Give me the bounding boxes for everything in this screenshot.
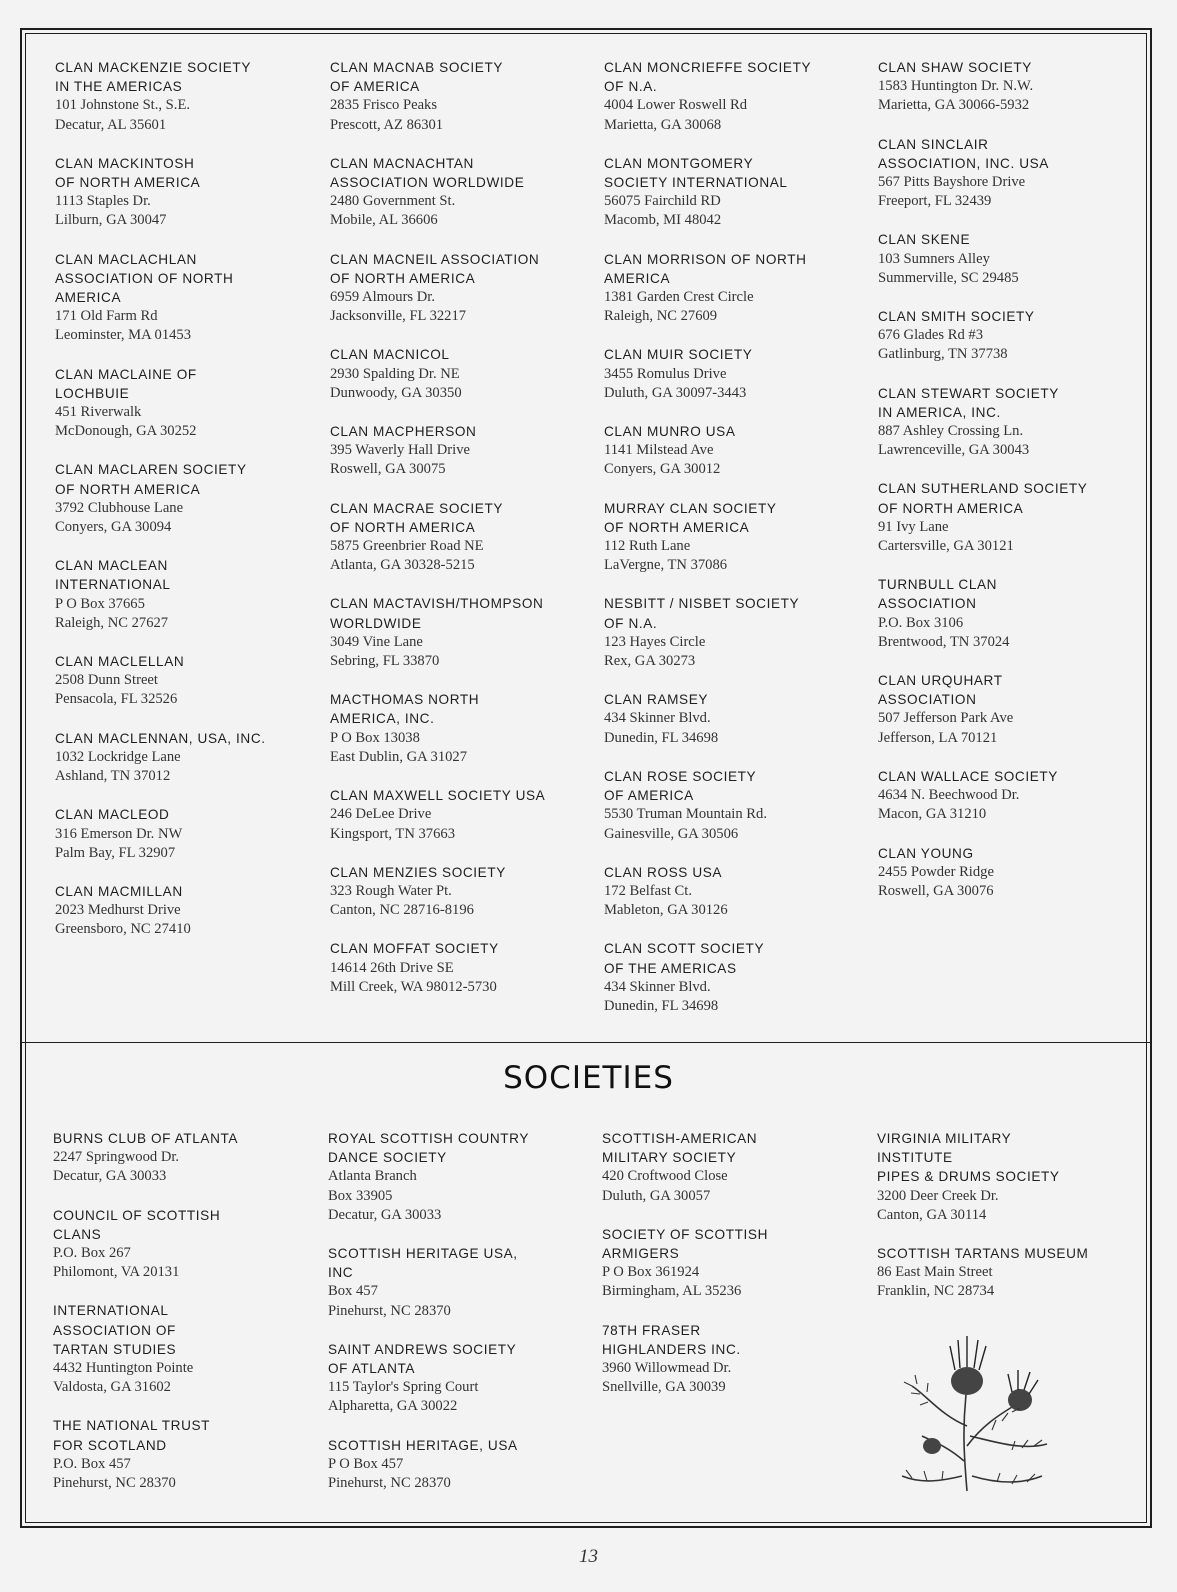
clan-column-1 — [55, 58, 320, 959]
organization-name: CLAN MORRISON OF NORTH — [604, 251, 807, 267]
directory-entry — [330, 250, 595, 327]
organization-name: CLAN MACLELLAN — [55, 654, 185, 670]
directory-entry — [604, 345, 869, 403]
address-line: Pinehurst, NC 28370 — [328, 1475, 451, 1492]
address-line: Duluth, GA 30057 — [602, 1187, 711, 1204]
organization-name: ROYAL SCOTTISH COUNTRY — [328, 1131, 530, 1146]
society-column-2 — [328, 1129, 593, 1512]
address-line: 1141 Milstead Ave — [604, 442, 714, 459]
organization-name: CLAN MACKENZIE SOCIETY — [55, 60, 251, 75]
directory-entry — [878, 230, 1143, 288]
address-line: P O Box 457 — [328, 1455, 404, 1472]
address-line: Brentwood, TN 37024 — [878, 633, 1010, 650]
directory-entry — [330, 939, 595, 997]
address-line: 887 Ashley Crossing Ln. — [878, 423, 1024, 440]
address-line: 5875 Greenbrier Road NE — [330, 538, 484, 555]
directory-entry — [877, 1129, 1142, 1225]
organization-name: ASSOCIATION — [878, 596, 977, 612]
address-line: Mill Creek, WA 98012-5730 — [330, 978, 497, 995]
organization-name: NESBITT / NISBET SOCIETY — [604, 596, 800, 612]
directory-entry — [604, 499, 869, 576]
organization-name: HIGHLANDERS INC. — [602, 1341, 741, 1357]
directory-entry — [604, 250, 869, 327]
address-line: P.O. Box 3106 — [878, 614, 964, 631]
address-line: 86 East Main Street — [877, 1264, 993, 1281]
organization-name: OF ATLANTA — [328, 1361, 416, 1377]
directory-entry — [604, 154, 869, 231]
organization-name: SCOTTISH HERITAGE USA, — [328, 1246, 518, 1262]
organization-name: CLAN MACTAVISH/THOMPSON — [330, 596, 544, 612]
address-line: 101 Johnstone St., S.E. — [55, 97, 191, 114]
address-line: Franklin, NC 28734 — [877, 1283, 995, 1300]
address-line: 112 Ruth Lane — [604, 538, 691, 555]
organization-name: WORLDWIDE — [330, 615, 422, 631]
address-line: 676 Glades Rd #3 — [878, 327, 983, 344]
address-line: Dunwoody, GA 30350 — [330, 384, 462, 401]
address-line: Ashland, TN 37012 — [55, 768, 171, 785]
address-line: P O Box 37665 — [55, 595, 145, 612]
address-line: 1113 Staples Dr. — [55, 193, 151, 210]
organization-name: ASSOCIATION OF — [53, 1322, 176, 1338]
thistle-icon — [872, 1326, 1072, 1496]
organization-name: INTERNATIONAL — [55, 577, 171, 593]
organization-name: CLAN SUTHERLAND SOCIETY — [878, 481, 1088, 497]
organization-name: FOR SCOTLAND — [53, 1437, 167, 1453]
address-line: Mobile, AL 36606 — [330, 212, 438, 229]
address-line: Roswell, GA 30076 — [878, 882, 994, 899]
address-line: Box 33905 — [328, 1187, 393, 1204]
address-line: 2247 Springwood Dr. — [53, 1149, 180, 1166]
address-line: Atlanta, GA 30328-5215 — [330, 557, 475, 574]
address-line: Macomb, MI 48042 — [604, 212, 722, 229]
directory-entry — [330, 786, 595, 844]
address-line: Dunedin, FL 34698 — [604, 997, 719, 1014]
organization-name: CLAN ROSS USA — [604, 864, 723, 880]
directory-entry — [328, 1436, 593, 1494]
address-line: McDonough, GA 30252 — [55, 423, 197, 440]
directory-entry — [328, 1244, 593, 1321]
organization-name: CLAN MENZIES SOCIETY — [330, 864, 506, 880]
address-line: Greensboro, NC 27410 — [55, 921, 191, 938]
directory-entry — [604, 863, 869, 921]
address-line: Dunedin, FL 34698 — [604, 729, 719, 746]
organization-name: AMERICA — [604, 270, 671, 286]
organization-name: CLAN MACPHERSON — [330, 424, 477, 440]
address-line: 507 Jefferson Park Ave — [878, 710, 1014, 727]
organization-name: PIPES & DRUMS SOCIETY — [877, 1169, 1060, 1185]
address-line: Leominster, MA 01453 — [55, 327, 192, 344]
address-line: 115 Taylor's Spring Court — [328, 1379, 479, 1396]
address-line: Marietta, GA 30068 — [604, 116, 722, 133]
organization-name: CLAN SKENE — [878, 232, 971, 248]
organization-name: CLANS — [53, 1226, 102, 1242]
directory-entry — [330, 594, 595, 671]
address-line: Roswell, GA 30075 — [330, 461, 446, 478]
directory-entry — [602, 1321, 867, 1398]
address-line: 323 Rough Water Pt. — [330, 882, 452, 899]
address-line: Freeport, FL 32439 — [878, 193, 992, 210]
organization-name: CLAN MAXWELL SOCIETY USA — [330, 788, 546, 804]
organization-name: MILITARY SOCIETY — [602, 1150, 737, 1166]
society-column-3 — [602, 1129, 867, 1416]
address-line: 5530 Truman Mountain Rd. — [604, 806, 767, 823]
address-line: P O Box 361924 — [602, 1264, 700, 1281]
organization-name: CLAN MACMILLAN — [55, 883, 183, 899]
directory-entry — [878, 844, 1143, 902]
clan-column-3 — [604, 58, 869, 1035]
organization-name: TURNBULL CLAN — [878, 577, 998, 593]
organization-name: ASSOCIATION — [878, 692, 977, 708]
directory-entry — [328, 1340, 593, 1417]
organization-name: AMERICA — [55, 290, 122, 306]
organization-name: LOCHBUIE — [55, 385, 130, 401]
address-line: Sebring, FL 33870 — [330, 653, 440, 670]
address-line: 316 Emerson Dr. NW — [55, 825, 183, 842]
directory-entry — [55, 58, 320, 135]
address-line: LaVergne, TN 37086 — [604, 557, 728, 574]
address-line: 3200 Deer Creek Dr. — [877, 1187, 999, 1204]
address-line: 1032 Lockridge Lane — [55, 748, 181, 765]
address-line: Gainesville, GA 30506 — [604, 825, 739, 842]
organization-name: CLAN MONCRIEFFE SOCIETY — [604, 60, 812, 75]
organization-name: 78TH FRASER — [602, 1322, 701, 1338]
address-line: 4432 Huntington Pointe — [53, 1360, 194, 1377]
address-line: 567 Pitts Bayshore Drive — [878, 174, 1026, 191]
organization-name: BURNS CLUB OF ATLANTA — [53, 1131, 239, 1146]
organization-name: OF NORTH AMERICA — [878, 500, 1024, 516]
organization-name: MURRAY CLAN SOCIETY — [604, 500, 777, 516]
organization-name: CLAN MACRAE SOCIETY — [330, 500, 504, 516]
organization-name: OF N.A. — [604, 615, 658, 631]
organization-name: SOCIETY OF SCOTTISH — [602, 1226, 768, 1242]
organization-name: CLAN MACNEIL ASSOCIATION — [330, 251, 540, 267]
address-line: 171 Old Farm Rd — [55, 308, 158, 325]
directory-entry — [55, 805, 320, 863]
directory-entry — [330, 863, 595, 921]
directory-entry — [878, 135, 1143, 212]
organization-name: ARMIGERS — [602, 1246, 680, 1262]
address-line: Atlanta Branch — [328, 1168, 417, 1185]
directory-entry — [53, 1301, 318, 1397]
address-line: Kingsport, TN 37663 — [330, 825, 455, 842]
address-line: 123 Hayes Circle — [604, 633, 706, 650]
address-line: Decatur, GA 30033 — [328, 1206, 442, 1223]
address-line: Pinehurst, NC 28370 — [328, 1302, 451, 1319]
organization-name: CLAN WALLACE SOCIETY — [878, 768, 1058, 784]
directory-entry — [604, 58, 869, 135]
address-line: East Dublin, GA 31027 — [330, 748, 468, 765]
organization-name: CLAN MACLENNAN, USA, INC. — [55, 730, 266, 746]
organization-name: ASSOCIATION, INC. USA — [878, 155, 1049, 171]
address-line: Summerville, SC 29485 — [878, 269, 1019, 286]
directory-entry — [878, 307, 1143, 365]
address-line: 3960 Willowmead Dr. — [602, 1360, 732, 1377]
address-line: 3792 Clubhouse Lane — [55, 499, 184, 516]
directory-entry — [53, 1416, 318, 1493]
organization-name: THE NATIONAL TRUST — [53, 1418, 211, 1434]
address-line: 14614 26th Drive SE — [330, 959, 454, 976]
directory-entry — [55, 365, 320, 442]
organization-name: SCOTTISH HERITAGE, USA — [328, 1437, 518, 1453]
organization-name: SOCIETY INTERNATIONAL — [604, 175, 788, 191]
organization-name: OF THE AMERICAS — [604, 960, 737, 976]
directory-entry — [604, 939, 869, 1016]
societies-heading: SOCIETIES — [503, 1060, 674, 1096]
address-line: 1381 Garden Crest Circle — [604, 289, 754, 306]
directory-entry — [878, 671, 1143, 748]
address-line: 4004 Lower Roswell Rd — [604, 97, 748, 114]
address-line: Pinehurst, NC 28370 — [53, 1475, 176, 1492]
directory-entry — [55, 154, 320, 231]
address-line: Macon, GA 31210 — [878, 806, 987, 823]
directory-entry — [878, 58, 1143, 116]
organization-name: CLAN STEWART SOCIETY — [878, 385, 1059, 401]
address-line: Raleigh, NC 27609 — [604, 308, 718, 325]
address-line: 6959 Almours Dr. — [330, 289, 435, 306]
organization-name: INTERNATIONAL — [53, 1303, 169, 1319]
organization-name: CLAN MOFFAT SOCIETY — [330, 941, 499, 957]
organization-name: DANCE SOCIETY — [328, 1150, 447, 1166]
address-line: Rex, GA 30273 — [604, 653, 696, 670]
address-line: Lawrenceville, GA 30043 — [878, 442, 1030, 459]
address-line: Philomont, VA 20131 — [53, 1264, 180, 1281]
address-line: Jefferson, LA 70121 — [878, 729, 998, 746]
address-line: 4634 N. Beechwood Dr. — [878, 787, 1020, 804]
organization-name: CLAN MUIR SOCIETY — [604, 347, 753, 363]
address-line: 2508 Dunn Street — [55, 672, 158, 689]
address-line: Decatur, AL 35601 — [55, 116, 167, 133]
address-line: P.O. Box 267 — [53, 1245, 131, 1262]
organization-name: SCOTTISH-AMERICAN — [602, 1131, 758, 1146]
directory-entry — [602, 1225, 867, 1302]
society-column-1 — [53, 1129, 318, 1512]
address-line: Prescott, AZ 86301 — [330, 116, 444, 133]
address-line: Mableton, GA 30126 — [604, 902, 728, 919]
address-line: Raleigh, NC 27627 — [55, 614, 169, 631]
address-line: Conyers, GA 30094 — [55, 519, 172, 536]
address-line: Marietta, GA 30066-5932 — [878, 97, 1030, 114]
organization-name: VIRGINIA MILITARY — [877, 1131, 1012, 1146]
address-line: Palm Bay, FL 32907 — [55, 844, 176, 861]
organization-name: CLAN ROSE SOCIETY — [604, 768, 757, 784]
address-line: 246 DeLee Drive — [330, 806, 432, 823]
address-line: Snellville, GA 30039 — [602, 1379, 726, 1396]
directory-entry — [55, 652, 320, 710]
address-line: 2480 Government St. — [330, 193, 456, 210]
address-line: 2455 Powder Ridge — [878, 863, 994, 880]
organization-name: OF NORTH AMERICA — [330, 519, 476, 535]
organization-name: CLAN MACNACHTAN — [330, 155, 474, 171]
address-line: Lilburn, GA 30047 — [55, 212, 167, 229]
directory-entry — [877, 1244, 1142, 1302]
directory-entry — [55, 729, 320, 787]
directory-entry — [55, 882, 320, 940]
directory-entry — [878, 575, 1143, 652]
directory-entry — [53, 1206, 318, 1283]
directory-entry — [330, 345, 595, 403]
directory-entry — [55, 556, 320, 633]
organization-name: INC — [328, 1265, 354, 1281]
address-line: 2930 Spalding Dr. NE — [330, 365, 460, 382]
address-line: Canton, GA 30114 — [877, 1206, 987, 1223]
address-line: 395 Waverly Hall Drive — [330, 442, 470, 459]
directory-entry — [602, 1129, 867, 1206]
directory-entry — [878, 479, 1143, 556]
organization-name: COUNCIL OF SCOTTISH — [53, 1207, 221, 1223]
organization-name: CLAN MACLEAN — [55, 558, 168, 574]
organization-name: CLAN MACLACHLAN — [55, 251, 197, 267]
society-column-4 — [877, 1129, 1142, 1321]
clan-column-4 — [878, 58, 1143, 920]
organization-name: OF AMERICA — [330, 79, 420, 95]
clan-column-2 — [330, 58, 595, 1016]
directory-entry — [330, 499, 595, 576]
organization-name: CLAN MONTGOMERY — [604, 155, 754, 171]
address-line: Decatur, GA 30033 — [53, 1168, 167, 1185]
section-divider — [21, 1042, 1151, 1043]
directory-entry — [330, 690, 595, 767]
directory-entry — [604, 422, 869, 480]
directory-entry — [604, 594, 869, 671]
organization-name: CLAN MACLAREN SOCIETY — [55, 462, 247, 478]
organization-name: IN AMERICA, INC. — [878, 404, 1001, 420]
organization-name: CLAN MACKINTOSH — [55, 155, 195, 171]
organization-name: CLAN SCOTT SOCIETY — [604, 941, 765, 957]
address-line: Alpharetta, GA 30022 — [328, 1398, 458, 1415]
address-line: 103 Sumners Alley — [878, 250, 990, 267]
address-line: P O Box 13038 — [330, 729, 420, 746]
organization-name: CLAN YOUNG — [878, 845, 974, 861]
organization-name: CLAN SINCLAIR — [878, 136, 989, 152]
address-line: 172 Belfast Ct. — [604, 882, 692, 899]
organization-name: CLAN URQUHART — [878, 673, 1003, 689]
address-line: P.O. Box 457 — [53, 1455, 131, 1472]
organization-name: ASSOCIATION WORLDWIDE — [330, 175, 525, 191]
address-line: Birmingham, AL 35236 — [602, 1283, 742, 1300]
address-line: Gatlinburg, TN 37738 — [878, 346, 1008, 363]
organization-name: OF NORTH AMERICA — [55, 481, 201, 497]
address-line: 451 Riverwalk — [55, 404, 142, 421]
organization-name: CLAN RAMSEY — [604, 692, 709, 708]
organization-name: CLAN SHAW SOCIETY — [878, 60, 1032, 75]
directory-entry — [328, 1129, 593, 1225]
organization-name: OF NORTH AMERICA — [330, 270, 476, 286]
directory-entry — [55, 460, 320, 537]
address-line: Jacksonville, FL 32217 — [330, 308, 467, 325]
address-line: 56075 Fairchild RD — [604, 193, 721, 210]
directory-entry — [604, 767, 869, 844]
address-line: Conyers, GA 30012 — [604, 461, 721, 478]
organization-name: CLAN SMITH SOCIETY — [878, 309, 1035, 325]
organization-name: IN THE AMERICAS — [55, 79, 183, 95]
address-line: Box 457 — [328, 1283, 378, 1300]
organization-name: OF N.A. — [604, 79, 658, 95]
organization-name: CLAN MACNICOL — [330, 347, 450, 363]
address-line: 434 Skinner Blvd. — [604, 978, 711, 995]
organization-name: INSTITUTE — [877, 1150, 953, 1166]
directory-entry — [55, 250, 320, 346]
address-line: Canton, NC 28716-8196 — [330, 902, 474, 919]
address-line: 2835 Frisco Peaks — [330, 97, 438, 114]
organization-name: ASSOCIATION OF NORTH — [55, 270, 234, 286]
address-line: 2023 Medhurst Drive — [55, 902, 181, 919]
address-line: Valdosta, GA 31602 — [53, 1379, 171, 1396]
organization-name: CLAN MUNRO USA — [604, 424, 736, 440]
organization-name: SCOTTISH TARTANS MUSEUM — [877, 1246, 1089, 1262]
organization-name: OF NORTH AMERICA — [55, 175, 201, 191]
organization-name: CLAN MACLAINE OF — [55, 366, 197, 382]
address-line: 3455 Romulus Drive — [604, 365, 727, 382]
organization-name: MACTHOMAS NORTH — [330, 692, 480, 708]
address-line: 420 Croftwood Close — [602, 1168, 728, 1185]
directory-entry — [604, 690, 869, 748]
directory-entry — [330, 154, 595, 231]
directory-entry — [330, 58, 595, 135]
directory-entry — [878, 767, 1143, 825]
directory-entry — [53, 1129, 318, 1187]
organization-name: TARTAN STUDIES — [53, 1341, 177, 1357]
organization-name: CLAN MACNAB SOCIETY — [330, 60, 504, 75]
address-line: 434 Skinner Blvd. — [604, 710, 711, 727]
organization-name: OF NORTH AMERICA — [604, 519, 750, 535]
address-line: 1583 Huntington Dr. N.W. — [878, 78, 1034, 95]
address-line: 91 Ivy Lane — [878, 518, 949, 535]
address-line: Pensacola, FL 32526 — [55, 691, 178, 708]
address-line: Cartersville, GA 30121 — [878, 538, 1014, 555]
organization-name: AMERICA, INC. — [330, 711, 435, 727]
organization-name: CLAN MACLEOD — [55, 807, 170, 823]
address-line: 3049 Vine Lane — [330, 633, 423, 650]
page-number: 13 — [579, 1546, 598, 1567]
address-line: Duluth, GA 30097-3443 — [604, 384, 747, 401]
directory-entry — [330, 422, 595, 480]
organization-name: OF AMERICA — [604, 788, 694, 804]
organization-name: SAINT ANDREWS SOCIETY — [328, 1341, 517, 1357]
directory-entry — [878, 384, 1143, 461]
